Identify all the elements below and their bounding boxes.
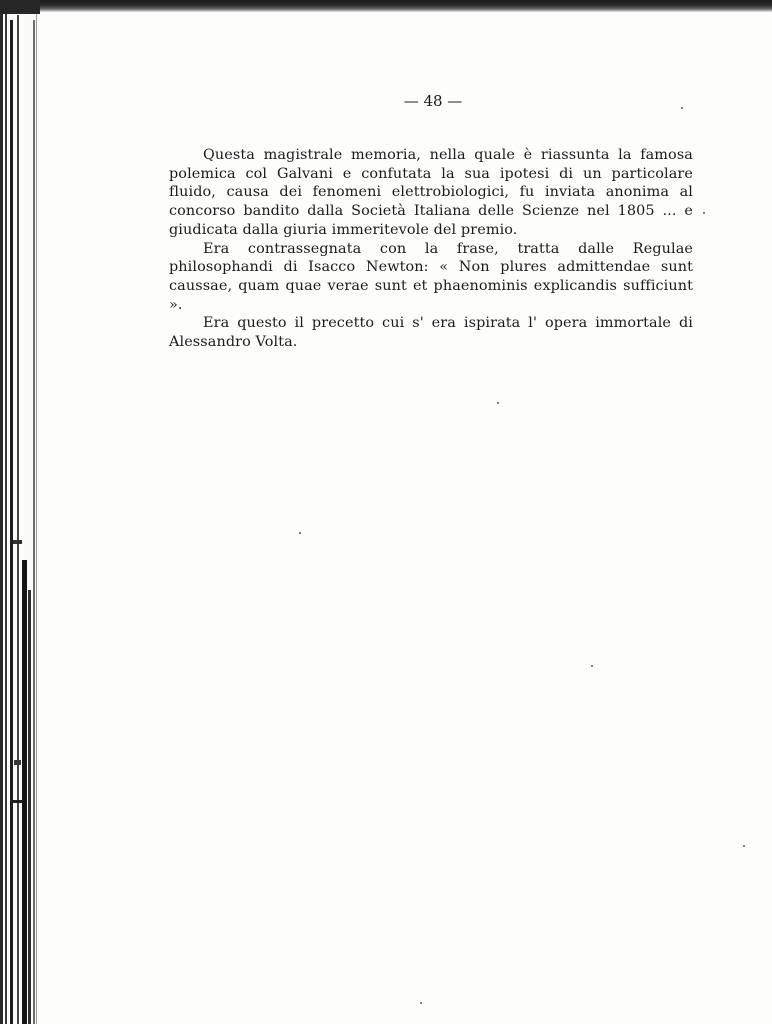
scan-speck xyxy=(497,402,499,404)
scan-speck xyxy=(591,665,593,667)
scan-speck xyxy=(420,1002,422,1004)
scan-speck xyxy=(703,212,705,214)
paragraph-1: Questa magistrale memoria, nella quale è riassunta la famosa polemica col Galvani e confutata la sua ipotesi di un particolare fluido, causa dei fenomeni elettrobiologici, fu inviata anonima al concorso bandito dalla Società Italiana delle Scienze nel 1805 ... e giudicata dalla giuria immeritevole del premio. xyxy=(169,147,693,238)
scan-speck xyxy=(681,107,683,109)
paragraph-3: Era questo il precetto cui s' era ispirata l' opera immortale di Alessandro Volta. xyxy=(169,315,693,351)
scan-speck xyxy=(743,845,745,847)
body-text xyxy=(169,146,693,352)
book-binding-edge xyxy=(0,0,40,1024)
scan-speck xyxy=(299,532,301,534)
page-top-edge-shadow xyxy=(0,0,772,12)
page-number: — 48 — xyxy=(403,92,463,110)
paragraph-2: Era contrassegnata con la frase, tratta dalle Regulae philosophandi di Isacco Newton: « Non plures admittendae sunt caussae, quam quae verae sunt et phaenominis explicandis sufficiunt ». xyxy=(169,240,693,313)
